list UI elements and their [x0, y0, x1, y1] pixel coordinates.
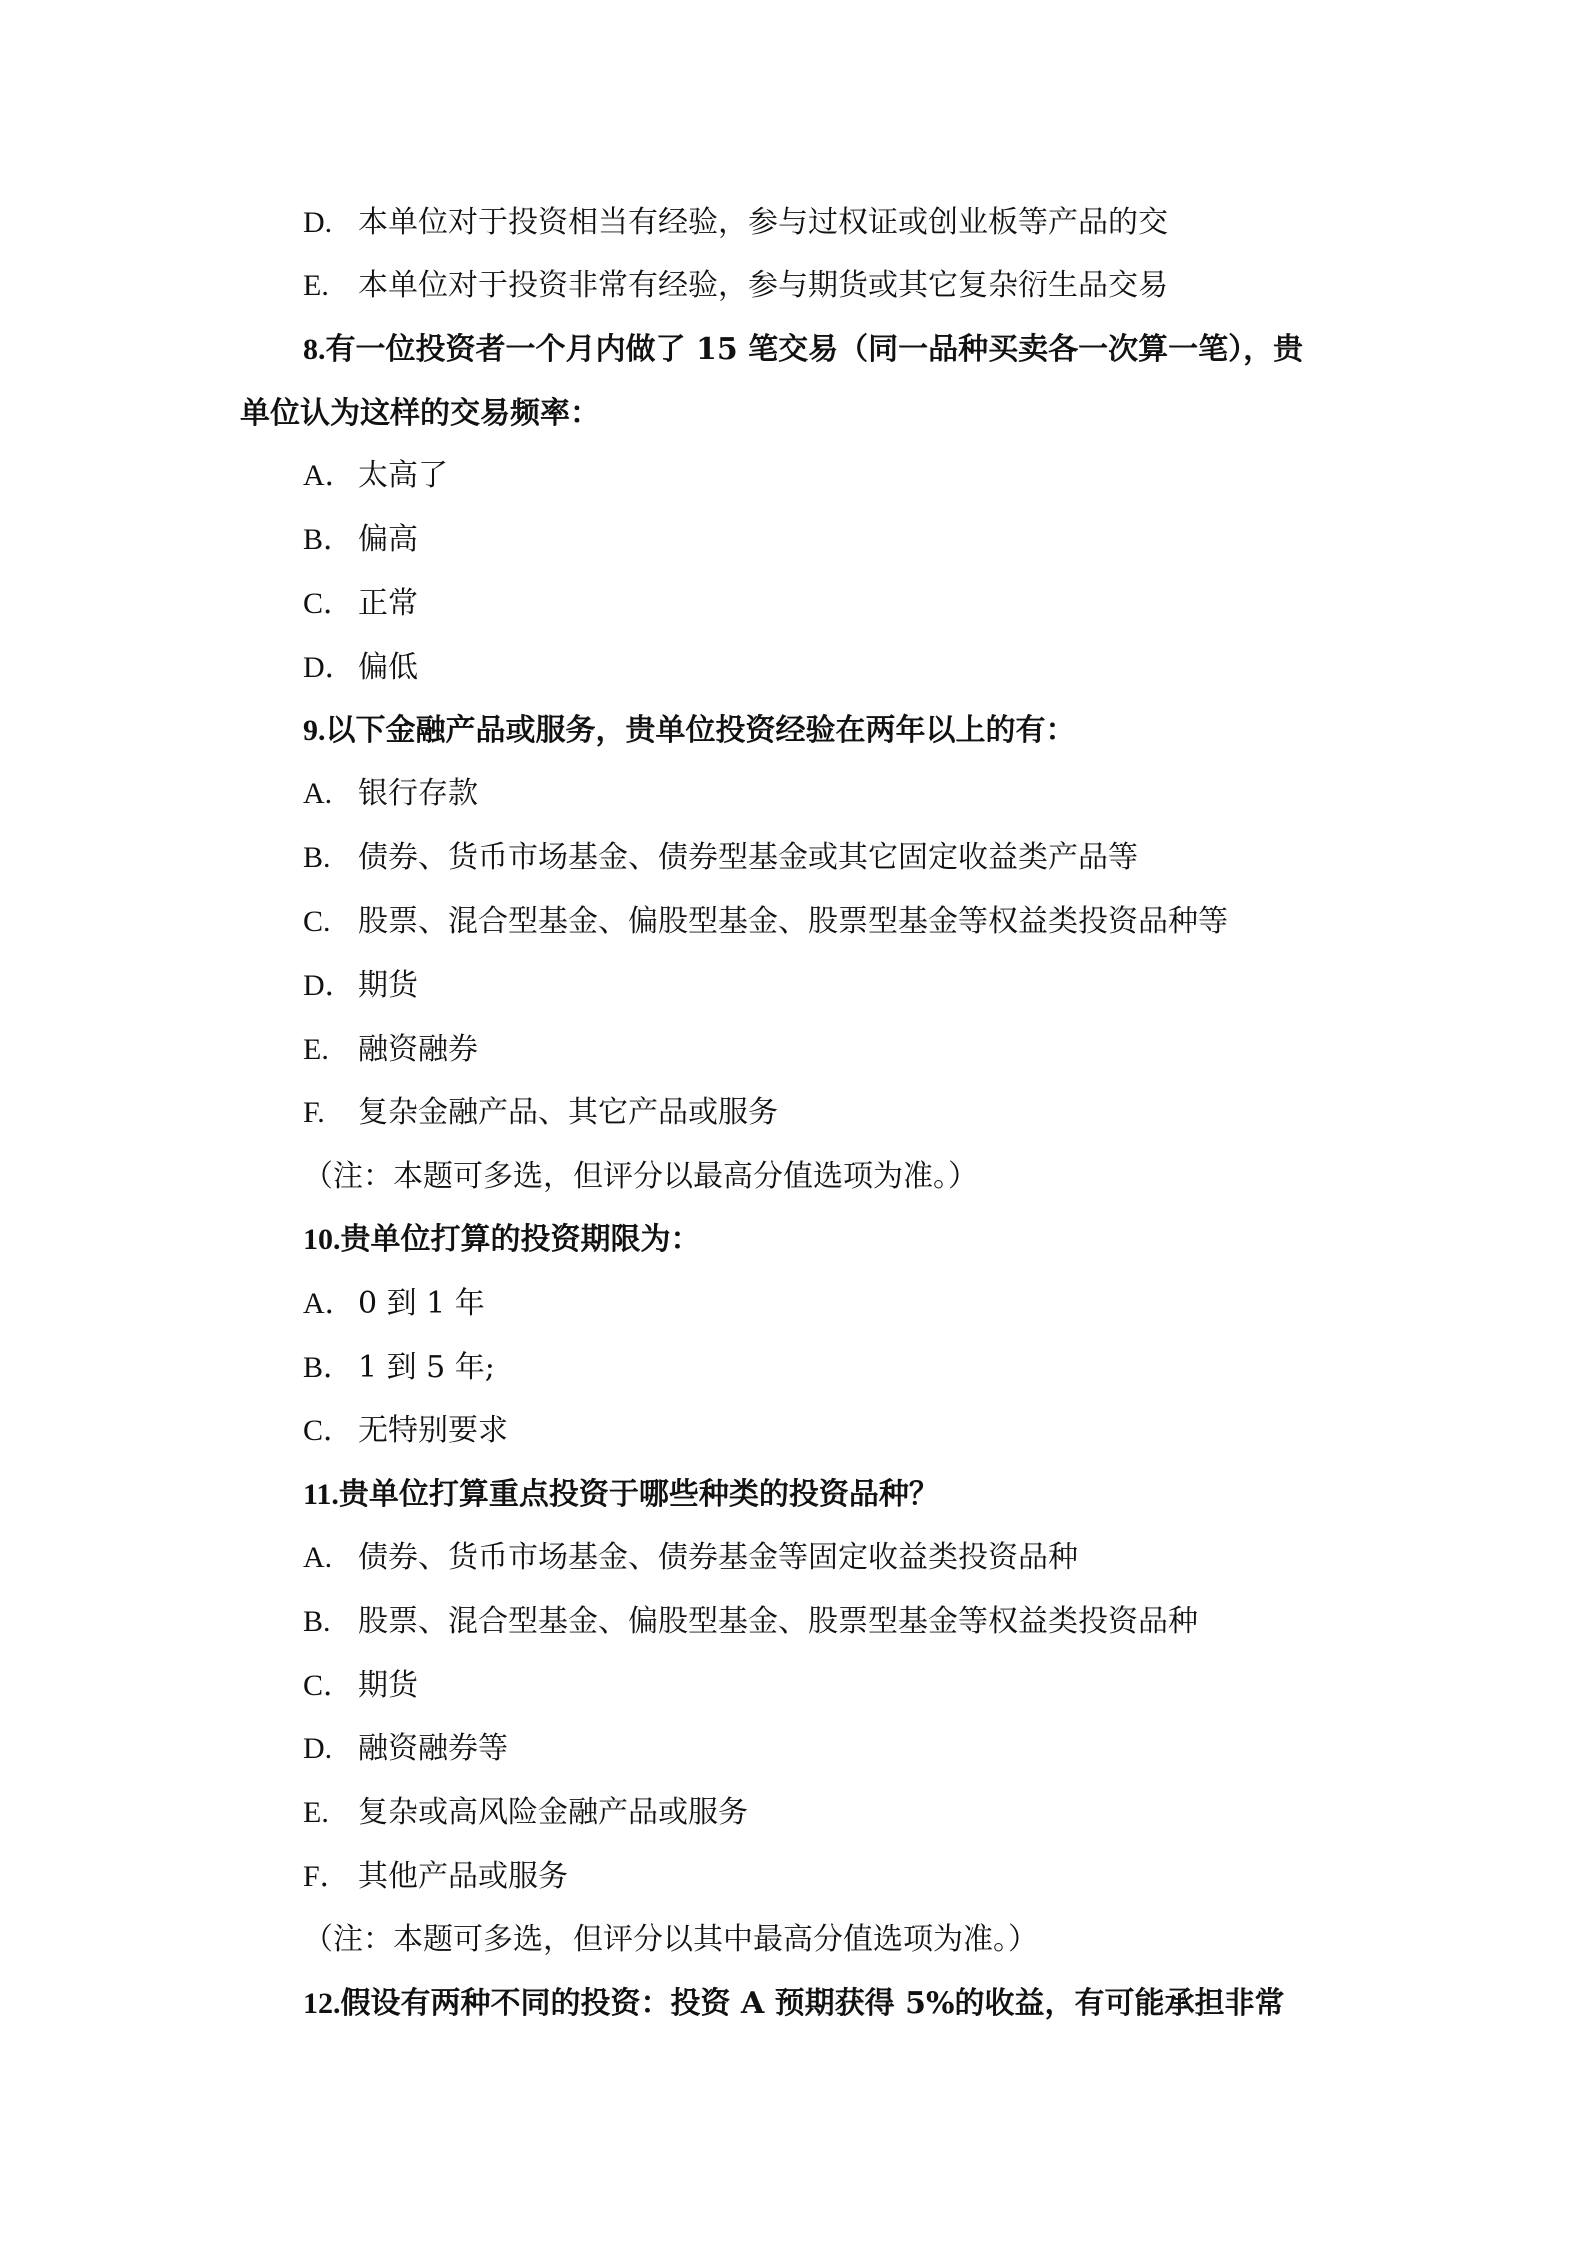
option-line — [303, 203, 1168, 243]
option-line — [303, 266, 1168, 306]
option-letter: C． — [303, 1669, 354, 1702]
line-text: 股票、混合型基金、偏股型基金、股票型基金等权益类投资品种 — [358, 1604, 1198, 1639]
option-line — [303, 1793, 748, 1833]
option-letter: B． — [303, 1351, 354, 1384]
option-line — [303, 1729, 508, 1769]
line-text: 股票、混合型基金、偏股型基金、股票型基金等权益类投资品种等 — [358, 904, 1228, 939]
line-text: 债券、货币市场基金、债券型基金或其它固定收益类产品等 — [358, 840, 1138, 875]
question-line — [303, 1220, 701, 1260]
option-line — [303, 838, 1138, 878]
option-line — [303, 1857, 568, 1897]
option-line — [303, 1093, 778, 1133]
option-line — [303, 1538, 1078, 1578]
option-letter: A． — [303, 459, 355, 492]
line-text: 期货 — [358, 968, 418, 1003]
line-text: 单位认为这样的交易频率： — [240, 396, 600, 431]
option-letter: D． — [303, 651, 355, 684]
option-letter: D． — [303, 969, 355, 1002]
note-line — [303, 1157, 978, 1197]
question-number: 8. — [303, 333, 326, 366]
option-letter: A. — [303, 777, 333, 810]
option-line — [303, 456, 448, 496]
option-letter: F. — [303, 1096, 325, 1129]
option-letter: C． — [303, 1414, 354, 1447]
option-letter: C. — [303, 905, 331, 938]
line-text: 贵单位打算重点投资于哪些种类的投资品种？ — [338, 1477, 939, 1512]
question-line — [303, 1984, 1285, 2024]
line-text: 融资融券等 — [358, 1731, 508, 1766]
question-number: 9. — [303, 714, 326, 747]
option-line — [303, 1348, 495, 1388]
line-text: （注：本题可多选，但评分以最高分值选项为准。） — [303, 1159, 978, 1194]
line-text: 偏高 — [358, 522, 418, 557]
line-text: 期货 — [358, 1668, 418, 1703]
line-text: 贵单位打算的投资期限为： — [340, 1222, 701, 1257]
option-letter: A． — [303, 1287, 355, 1320]
option-line — [303, 966, 418, 1006]
line-text: 无特别要求 — [358, 1413, 508, 1448]
question-line — [303, 711, 1076, 751]
line-text: 偏低 — [358, 650, 418, 685]
option-letter: D. — [303, 1732, 333, 1765]
option-line — [303, 1284, 485, 1324]
question-line — [303, 1475, 939, 1515]
line-text: 本单位对于投资相当有经验，参与过权证或创业板等产品的交 — [358, 205, 1168, 240]
line-text: 正常 — [358, 586, 418, 621]
option-line — [303, 1411, 508, 1451]
note-line — [303, 1920, 1038, 1960]
line-text: 有一位投资者一个月内做了 15 笔交易（同一品种买卖各一次算一笔），贵 — [325, 332, 1304, 367]
option-letter: C． — [303, 587, 354, 620]
option-line — [303, 902, 1228, 942]
question-number: 12. — [303, 1987, 341, 2020]
line-text: 1 到 5 年; — [358, 1350, 495, 1385]
line-text: 以下金融产品或服务，贵单位投资经验在两年以上的有： — [325, 713, 1076, 748]
option-line — [303, 520, 418, 560]
line-text: 银行存款 — [358, 776, 478, 811]
option-line — [303, 1030, 478, 1070]
option-line — [303, 1666, 418, 1706]
option-letter: B. — [303, 1605, 331, 1638]
line-text: （注：本题可多选，但评分以其中最高分值选项为准。） — [303, 1922, 1038, 1957]
option-line — [303, 584, 418, 624]
option-line — [303, 648, 418, 688]
question-line — [303, 330, 1303, 370]
option-letter: B. — [303, 841, 331, 874]
line-text: 太高了 — [358, 458, 448, 493]
option-line — [303, 774, 478, 814]
line-text: 复杂金融产品、其它产品或服务 — [358, 1095, 778, 1130]
option-letter: E. — [303, 269, 329, 302]
line-text: 复杂或高风险金融产品或服务 — [358, 1795, 748, 1830]
line-text: 假设有两种不同的投资：投资 A 预期获得 5%的收益，有可能承担非常 — [340, 1986, 1285, 2021]
line-text: 债券、货币市场基金、债券基金等固定收益类投资品种 — [358, 1540, 1078, 1575]
option-letter: E. — [303, 1033, 329, 1066]
question-continuation — [240, 394, 600, 434]
option-letter: D. — [303, 206, 333, 239]
option-letter: E. — [303, 1796, 329, 1829]
option-letter: B． — [303, 523, 354, 556]
line-text: 融资融券 — [358, 1032, 478, 1067]
line-text: 其他产品或服务 — [358, 1859, 568, 1894]
question-number: 10. — [303, 1223, 341, 1256]
line-text: 本单位对于投资非常有经验，参与期货或其它复杂衍生品交易 — [358, 268, 1168, 303]
option-letter: F． — [303, 1860, 350, 1893]
line-text: 0 到 1 年 — [358, 1286, 485, 1321]
option-line — [303, 1602, 1198, 1642]
question-number: 11. — [303, 1478, 339, 1511]
option-letter: A. — [303, 1541, 333, 1574]
